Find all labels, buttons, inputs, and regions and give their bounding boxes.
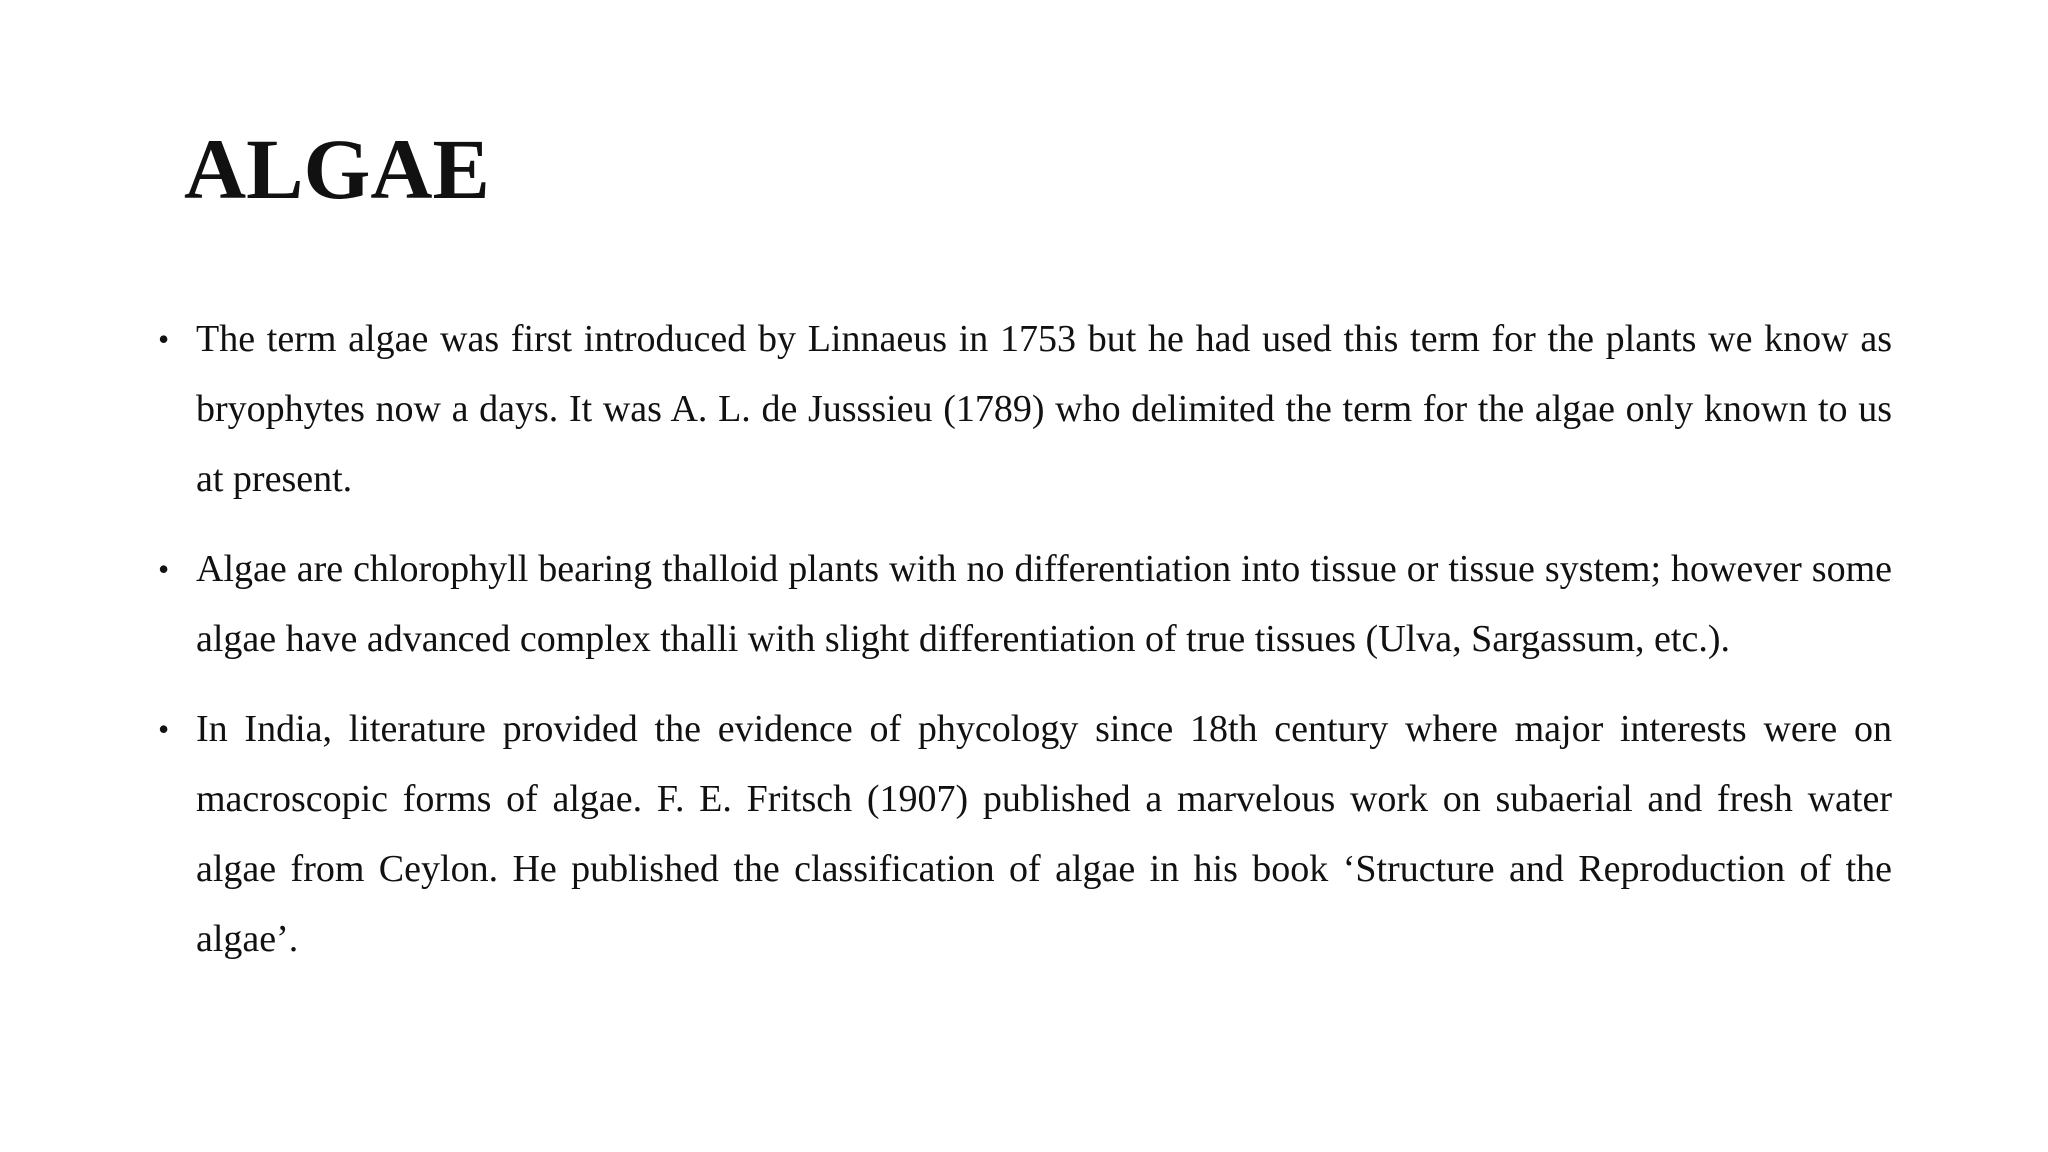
bullet-item	[150, 304, 1892, 514]
bullet-text: The term algae was first introduced by Linnaeus in 1753 but he had used this term for the plants we know as bryophytes now a days. It was A. L. de Jusssieu (1789) who delimited the term for the algae only known to us at present.	[196, 318, 1892, 500]
slide-title: ALGAE	[184, 121, 490, 217]
bullet-marker: •	[158, 321, 170, 357]
bullet-list	[150, 304, 1892, 994]
bullet-marker: •	[158, 551, 170, 587]
bullet-item	[150, 534, 1892, 674]
bullet-item	[150, 694, 1892, 974]
bullet-marker: •	[158, 711, 170, 747]
bullet-text: Algae are chlorophyll bearing thalloid plants with no differentiation into tissue or tissue system; however some algae have advanced complex thalli with slight differentiation of true tissues (Ulva, Sargassum, etc.).	[196, 548, 1892, 660]
bullet-text: In India, literature provided the evidence of phycology since 18th century where major interests were on macroscopic forms of algae. F. E. Fritsch (1907) published a marvelous work on subaerial and fresh water algae from Ceylon. He published the classification of algae in his book ‘Structure and Reproduction of the algae’.	[196, 708, 1892, 960]
